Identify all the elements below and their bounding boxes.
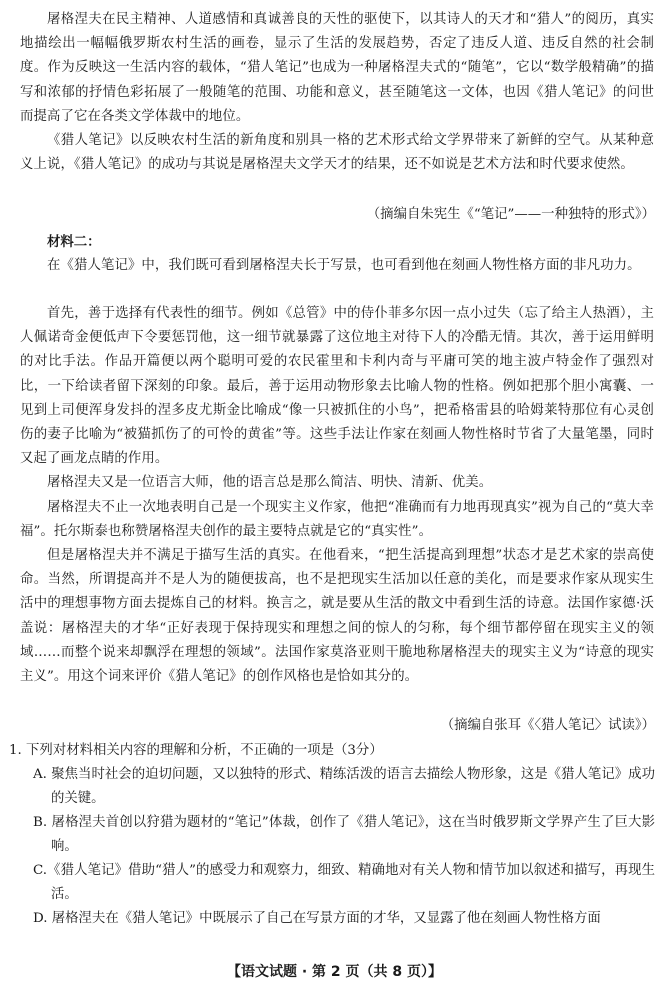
material1-source: （摘编自朱宪生《“笔记”——一种独特的形式》） bbox=[366, 207, 655, 222]
question-1-option-a: A. 聚焦当时社会的迫切问题，又以独特的形式、精练活泼的语言去描绘人物形象，这是《猎人笔记》成功的关键。 bbox=[33, 767, 655, 807]
material2-heading: 材料二： bbox=[47, 234, 101, 250]
material2-paragraph-1: 在《猎人笔记》中，我们既可看到屠格涅夫长于写景，也可看到他在刻画人物性格方面的非凡功力。 bbox=[47, 258, 641, 273]
material2-paragraph-2: 首先，善于选择有代表性的细节。例如《总管》中的侍仆菲多尔因一点小过失（忘了给主人热酒），主人佩诺奇金便低声下令要惩罚他，这一细节就暴露了这位地主对待下人的冷酷无情。其次，善于运用鲜明的对比手法。作品开篇便以两个聪明可爱的农民霍里和卡利内奇与平庸可笑的地主波卢特金作了强烈对比，一下给读者留下深刻的印象。最后，善于运用动物形象去比喻人物的性格。例如把那个胆小寓囊、一见到上司便浑身发抖的涅多皮尤斯金比喻成“像一只被抓住的小鸟”，把希格雷县的哈姆莱特那位有心灵创伤的妻子比喻为“被猫抓伤了的可怜的黄雀”等。这些手法让作家在刻画人物性格时节省了大量笔墨，同时又起了画龙点睛的作用。 bbox=[20, 306, 654, 467]
material1-paragraph-1: 屠格涅夫在民主精神、人道感情和真诚善良的天性的驱使下，以其诗人的天才和“猎人”的阅历，真实地描绘出一幅幅俄罗斯农村生活的画卷，显示了生活的发展趋势，否定了违反人道、违反自然的社会制度。作为反映这一生活内容的载体，“猎人笔记”也成为一种屠格涅夫式的“随笔”，它以“数学般精确”的描写和浓郁的抒情色彩拓展了一般随笔的范围、功能和意义，甚至随笔这一文体，也因《猎人笔记》的问世而提高了它在各类文学体裁中的地位。 bbox=[20, 12, 654, 124]
material2-source: （摘编自张耳《〈猎人笔记〉试读》） bbox=[440, 718, 655, 733]
material2-paragraph-4: 屠格涅夫不止一次地表明自己是一个现实主义作家，他把“准确而有力地再现真实”视为自己的“莫大幸福”。托尔斯泰也称赞屠格涅夫创作的最主要特点就是它的“真实性”。 bbox=[20, 500, 654, 540]
material2-paragraph-3: 屠格涅夫又是一位语言大师，他的语言总是那么简洁、明快、清新、优美。 bbox=[47, 475, 493, 490]
question-1-option-d: D. 屠格涅夫在《猎人笔记》中既展示了自己在写景方面的才华，又显露了他在刻画人物性格方面 bbox=[33, 911, 601, 926]
material1-paragraph-2: 《猎人笔记》以反映农村生活的新角度和别具一格的艺术形式给文学界带来了新鲜的空气。从某种意义上说，《猎人笔记》的成功与其说是屠格涅夫文学天才的结果，还不如说是艺术方法和时代要求使然。 bbox=[20, 133, 654, 173]
material2-paragraph-5: 但是屠格涅夫并不满足于描写生活的真实。在他看来，“把生活提高到理想”状态才是艺术家的崇高使命。当然，所谓提高并不是人为的随便拔高，也不是把现实生活加以任意的美化，而是要求作家从现实生活中的理想事物方面去提炼自己的材料。换言之，就是要从生活的散文中看到生活的诗意。法国作家德·沃盖说：屠格涅夫的才华“正好表现于保持现实和理想之间的惊人的匀称，每个细节都停留在现实主义的领域……而整个说来却飘浮在理想的领域”。法国作家莫洛亚则干脆地称屠格涅夫的现实主义为“诗意的现实主义”。用这个词来评价《猎人笔记》的创作风格也是恰如其分的。 bbox=[20, 548, 654, 685]
question-1-stem: 1. 下列对材料相关内容的理解和分析，不正确的一项是（3分） bbox=[9, 743, 383, 758]
page-footer: 【语文试题 · 第 2 页（共 8 页）】 bbox=[226, 964, 443, 980]
question-1-option-b: B. 屠格涅夫首创以狩猎为题材的“笔记”体裁，创作了《猎人笔记》，这在当时俄罗斯文学界产生了巨大影响。 bbox=[33, 815, 655, 855]
question-1-option-c: C.《猎人笔记》借助“猎人”的感受力和观察力，细致、精确地对有关人物和情节加以叙述和描写，再现生活。 bbox=[33, 863, 655, 903]
